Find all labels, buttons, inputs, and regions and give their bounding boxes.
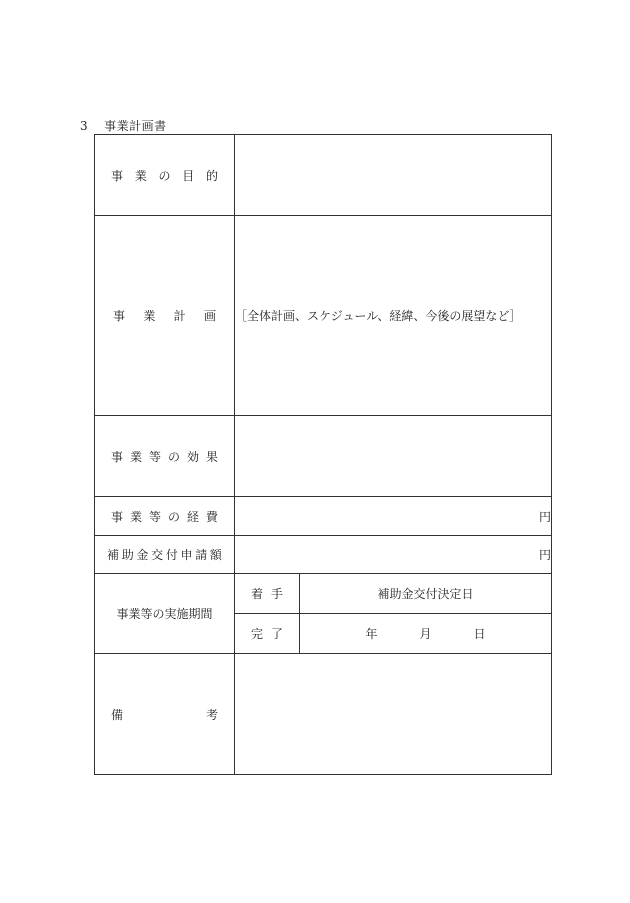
grant-unit: 円 (538, 548, 551, 562)
effect-field[interactable] (235, 416, 552, 497)
purpose-label (95, 135, 235, 216)
row-grant (95, 536, 552, 574)
purpose-field[interactable] (235, 135, 552, 216)
period-label (95, 574, 235, 654)
row-plan (95, 216, 552, 416)
effect-label-text: 事 業 等 の 効 果 (111, 449, 218, 464)
business-plan-table (94, 134, 552, 775)
cost-label-text: 事 業 等 の 経 費 (111, 509, 218, 524)
remarks-label (95, 654, 235, 775)
row-purpose (95, 135, 552, 216)
end-month-unit: 月 (419, 627, 432, 641)
row-cost (95, 497, 552, 536)
row-remarks (95, 654, 552, 775)
end-day-unit: 日 (473, 627, 486, 641)
period-start-label: 着 手 (235, 574, 300, 614)
plan-label (95, 216, 235, 416)
period-end-field[interactable] (300, 614, 552, 654)
remarks-label-text: 備 考 (111, 707, 218, 722)
section-number: 3 (80, 119, 89, 133)
plan-label-text: 事 業 計 画 (113, 309, 216, 323)
cost-unit: 円 (538, 509, 551, 524)
period-start-field[interactable]: 補助金交付決定日 (300, 574, 552, 614)
cost-field[interactable] (235, 497, 552, 536)
section-heading (80, 117, 167, 134)
period-label-text: 事業等の実施期間 (116, 607, 213, 621)
section-title: 事業計画書 (104, 119, 167, 133)
remarks-field[interactable] (235, 654, 552, 775)
effect-label (95, 416, 235, 497)
row-effect (95, 416, 552, 497)
grant-field[interactable] (235, 536, 552, 574)
period-end-label: 完 了 (235, 614, 300, 654)
purpose-label-text: 事 業 の 目 的 (111, 168, 218, 183)
grant-label-text: 補 助 金 交 付 申 請 額 (107, 548, 222, 562)
grant-label (95, 536, 235, 574)
plan-hint: ［全体計画、スケジュール、経緯、今後の展望など］ (235, 309, 522, 323)
end-year-unit: 年 (365, 627, 378, 641)
row-period-start (95, 574, 552, 614)
plan-field[interactable] (235, 216, 552, 416)
cost-label (95, 497, 235, 536)
